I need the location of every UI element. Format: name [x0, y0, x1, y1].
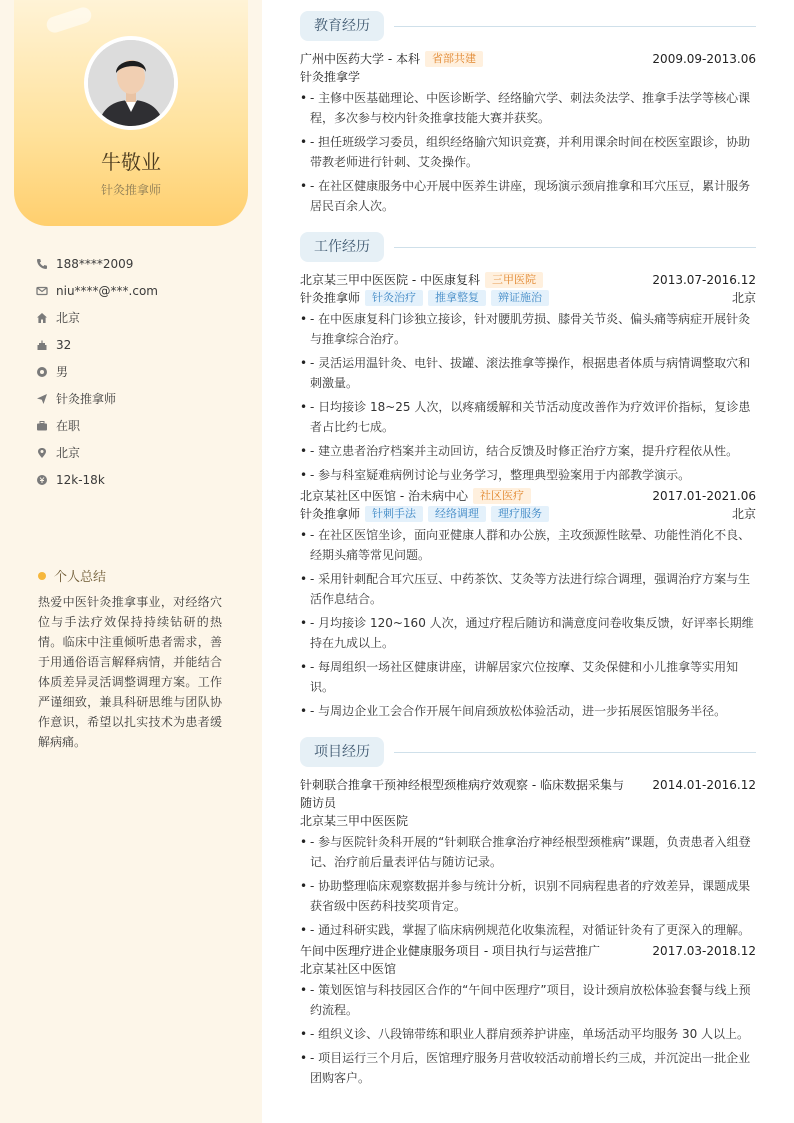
list-item: • - 月均接诊 120~160 人次，通过疗程后随访和满意度问卷收集反馈，好评率长期维持在九成以上。: [300, 613, 756, 653]
send-icon: [36, 393, 48, 405]
section-work-header: [300, 232, 756, 262]
info-target-city: [36, 439, 236, 466]
skill-tag: 经络调理: [428, 506, 486, 522]
project-title: 针刺联合推拿干预神经根型颈椎病疗效观察 - 临床数据采集与随访员: [300, 778, 624, 810]
info-gender: [36, 358, 236, 385]
status-value: 在职: [56, 419, 81, 433]
briefcase-icon: [36, 420, 48, 432]
gender-value: 男: [56, 365, 69, 379]
education-header-row: [300, 50, 756, 68]
section-education-header: [300, 11, 756, 41]
org-name: 北京某社区中医馆 - 治未病中心: [300, 489, 468, 503]
job-date: 2017.01-2021.06: [652, 489, 756, 503]
list-item: • - 参与科室疑难病例讨论与业务学习，整理典型验案用于内部教学演示。: [300, 465, 756, 485]
home-icon: [36, 312, 48, 324]
list-item: • - 主修中医基础理论、中医诊断学、经络腧穴学、刺法灸法学、推拿手法学等核心课程，多次参与校内针灸推拿技能大赛并获奖。: [300, 88, 756, 128]
project-header-row: [300, 776, 756, 812]
list-item: • - 在社区健康服务中心开展中医养生讲座，现场演示颈肩推拿和耳穴压豆，累计服务居民百余人次。: [300, 176, 756, 216]
phone-value: 188****2009: [56, 256, 134, 271]
target-city-value: 北京: [56, 446, 81, 460]
position-line: [300, 505, 724, 523]
info-target-role: [36, 385, 236, 412]
skill-tag: 针刺手法: [365, 506, 423, 522]
school-line: [300, 50, 644, 68]
section-title: 教育经历: [300, 11, 384, 41]
job-city: 北京: [731, 291, 756, 305]
sidebar: [0, 0, 262, 1123]
job-header-row: [300, 271, 756, 289]
info-salary: [36, 466, 236, 493]
info-residence: [36, 304, 236, 331]
project-org: 北京某社区中医馆: [300, 962, 397, 976]
avatar-photo: [88, 40, 174, 126]
list-item: • - 日均接诊 18~25 人次，以疼痛缓解和关节活动度改善作为疗效评价指标，复诊患者占比约七成。: [300, 397, 756, 437]
salary-icon: [36, 474, 48, 486]
project-entry-2: [300, 942, 756, 1092]
project-entry-1: [300, 776, 756, 944]
project-org-row: [300, 960, 756, 978]
project-title: 午间中医理疗进企业健康服务项目 - 项目执行与运营推广: [300, 944, 600, 958]
education-major-row: [300, 68, 756, 86]
divider: [394, 752, 756, 753]
info-email: [36, 277, 236, 304]
list-item: • - 在社区医馆坐诊，面向亚健康人群和办公族，主攻颈源性眩晕、功能性消化不良、经期头痛等常见问题。: [300, 525, 756, 565]
job-position-row: [300, 289, 756, 307]
skill-tag: 理疗服务: [491, 506, 549, 522]
org-tag: 三甲医院: [485, 272, 543, 288]
summary-text: 热爱中医针灸推拿事业，对经络穴位与手法疗效保持持续钻研的热情。临床中注重倾听患者需求，善于用通俗语言解释病情，并能结合体质差异灵活调整调理方案。工作严谨细致，兼具科研思维与团队协作意识，希望以扎实技术为患者缓解病痛。: [38, 595, 222, 749]
list-item: • - 组织义诊、八段锦带练和职业人群肩颈养护讲座，单场活动平均服务 30 人以上。: [300, 1024, 756, 1044]
position: 针灸推拿师: [300, 507, 361, 521]
list-item: • - 与周边企业工会合作开展午间肩颈放松体验活动，进一步拓展医馆服务半径。: [300, 701, 756, 721]
list-item: • - 策划医馆与科技园区合作的“午间中医理疗”项目，设计颈肩放松体验套餐与线上预约流程。: [300, 980, 756, 1020]
education-entry: [300, 50, 756, 220]
position: 针灸推拿师: [300, 291, 361, 305]
list-item: • - 担任班级学习委员，组织经络腧穴知识竞赛，并利用课余时间在校医室跟诊，协助带教老师进行针刺、艾灸操作。: [300, 132, 756, 172]
list-item: • - 建立患者治疗档案并主动回访，结合反馈及时修正治疗方案，提升疗程依从性。: [300, 441, 756, 461]
major: 针灸推拿学: [300, 70, 361, 84]
school-tag: 省部共建: [425, 51, 483, 67]
mail-icon: [36, 285, 48, 297]
decoration: [45, 5, 94, 34]
section-title: 工作经历: [300, 232, 384, 262]
contact-info-list: [36, 250, 236, 493]
list-item: • - 每周组织一场社区健康讲座，讲解居家穴位按摩、艾灸保健和小儿推拿等实用知识。: [300, 657, 756, 697]
org-line: [300, 487, 644, 505]
list-item: • - 协助整理临床观察数据并参与统计分析，识别不同病程患者的疗效差异，课题成果获省级中医药科技奖项肯定。: [300, 876, 756, 916]
skill-tag: 针灸治疗: [365, 290, 423, 306]
job-city: 北京: [731, 507, 756, 521]
org-line: [300, 271, 644, 289]
skill-tag: 推拿整复: [428, 290, 486, 306]
list-item: • - 在中医康复科门诊独立接诊，针对腰肌劳损、膝骨关节炎、偏头痛等病症开展针灸与推拿综合治疗。: [300, 309, 756, 349]
summary-heading: [38, 566, 106, 585]
school-name: 广州中医药大学 - 本科: [300, 52, 420, 66]
profile-name: 牛敬业: [101, 150, 161, 174]
list-item: • - 采用针刺配合耳穴压豆、中药茶饮、艾灸等方法进行综合调理，强调治疗方案与生活作息结合。: [300, 569, 756, 609]
section-title: 项目经历: [300, 737, 384, 767]
list-item: • - 参与医院针灸科开展的“针刺联合推拿治疗神经根型颈椎病”课题，负责患者入组登记、治疗前后量表评估与随访记录。: [300, 832, 756, 872]
profile-title: 针灸推拿师: [100, 183, 161, 197]
divider: [394, 247, 756, 248]
cake-icon: [36, 339, 48, 351]
project-date: 2014.01-2016.12: [652, 778, 756, 792]
education-date: 2009.09-2013.06: [652, 52, 756, 66]
project-header-row: [300, 942, 756, 960]
list-item: • - 项目运行三个月后，医馆理疗服务月营收较活动前增长约三成，并沉淀出一批企业团购客户。: [300, 1048, 756, 1088]
skill-tag: 辨证施治: [491, 290, 549, 306]
bullet-dot: [38, 572, 46, 580]
project-bullets: [300, 980, 756, 1088]
info-status: [36, 412, 236, 439]
org-name: 北京某三甲中医医院 - 中医康复科: [300, 273, 480, 287]
list-item: • - 灵活运用温针灸、电针、拔罐、滚法推拿等操作，根据患者体质与病情调整取穴和刺激量。: [300, 353, 756, 393]
project-org-row: [300, 812, 756, 830]
avatar-frame: [84, 36, 178, 130]
job-position-row: [300, 505, 756, 523]
email-value: niu****@***.com: [56, 283, 158, 298]
position-line: [300, 289, 724, 307]
gender-icon: [36, 366, 48, 378]
avatar: [88, 40, 174, 126]
section-projects-header: [300, 737, 756, 767]
work-entry-1: [300, 271, 756, 489]
org-tag: 社区医疗: [473, 488, 531, 504]
info-age: [36, 331, 236, 358]
job-header-row: [300, 487, 756, 505]
job-date: 2013.07-2016.12: [652, 273, 756, 287]
summary-heading-label: 个人总结: [54, 570, 107, 585]
divider: [394, 26, 756, 27]
work-entry-2: [300, 487, 756, 725]
phone-icon: [36, 258, 48, 270]
job-bullets: [300, 309, 756, 485]
project-date: 2017.03-2018.12: [652, 944, 756, 958]
info-phone: [36, 250, 236, 277]
salary-value: 12k-18k: [56, 472, 105, 487]
job-bullets: [300, 525, 756, 721]
project-bullets: [300, 832, 756, 940]
project-org: 北京某三甲中医医院: [300, 814, 409, 828]
list-item: • - 通过科研实践，掌握了临床病例规范化收集流程，对循证针灸有了更深入的理解。: [300, 920, 756, 940]
residence-value: 北京: [56, 311, 81, 325]
target-role-value: 针灸推拿师: [56, 392, 117, 406]
education-bullets: [300, 88, 756, 216]
location-pin-icon: [36, 447, 48, 459]
age-value: 32: [56, 337, 72, 352]
